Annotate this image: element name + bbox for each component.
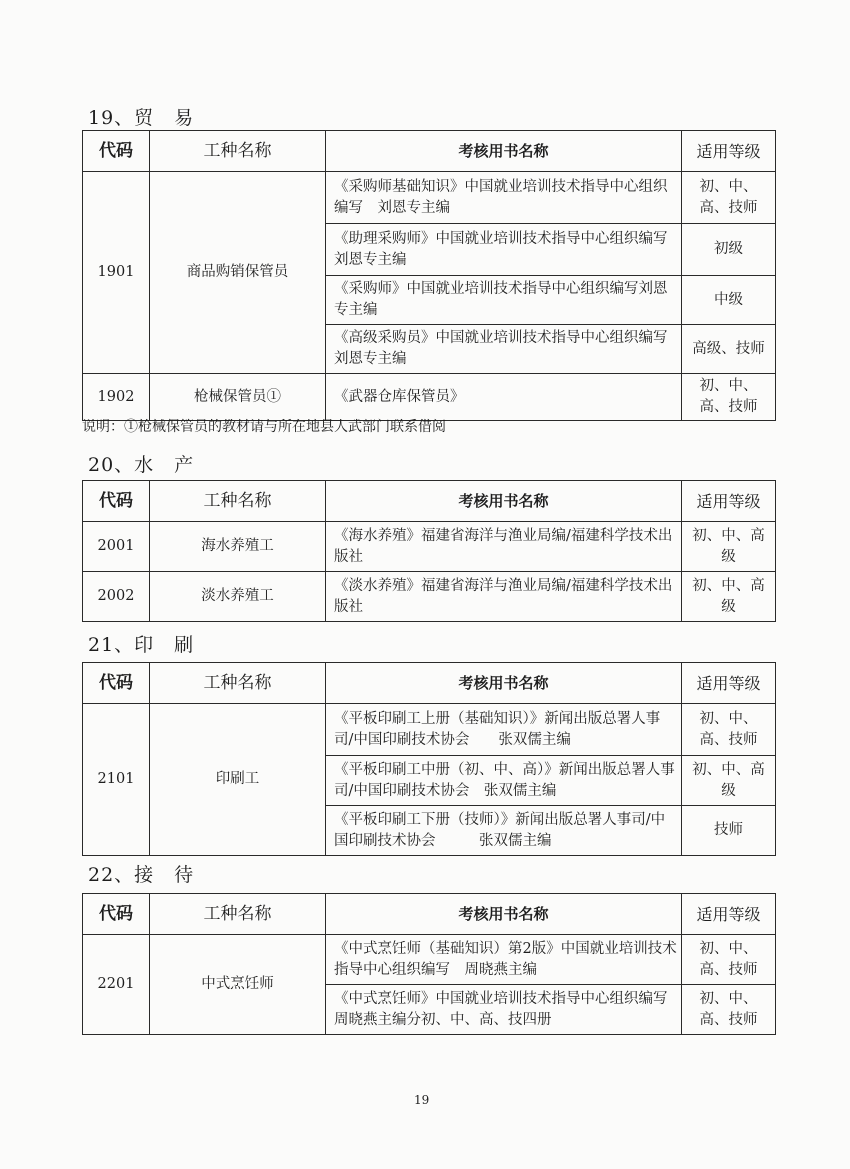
book-title: 《平板印刷工中册（初、中、高）》新闻出版总署人事司/中国印刷技术协会 张双儒主编 — [326, 756, 682, 806]
aquaculture-table — [82, 480, 776, 622]
table-row — [83, 704, 776, 756]
header-code: 代码 — [83, 894, 150, 935]
job-name: 海水养殖工 — [150, 522, 326, 572]
level: 初级 — [682, 224, 776, 276]
job-name: 枪械保管员① — [150, 374, 326, 421]
reception-table — [82, 893, 776, 1035]
printing-table — [82, 662, 776, 856]
job-code: 2101 — [83, 704, 150, 856]
section-title-trade: 19、贸 易 — [88, 107, 195, 129]
header-book: 考核用书名称 — [326, 894, 682, 935]
book-title: 《中式烹饪师（基础知识）第2版》中国就业培训技术指导中心组织编写 周晓燕主编 — [326, 935, 682, 985]
section-title-reception: 22、接 待 — [88, 864, 195, 886]
header-name: 工种名称 — [150, 131, 326, 172]
header-code: 代码 — [83, 481, 150, 522]
job-code: 1902 — [83, 374, 150, 421]
header-level: 适用等级 — [682, 663, 776, 704]
job-code: 2201 — [83, 935, 150, 1035]
header-name: 工种名称 — [150, 481, 326, 522]
page-number: 19 — [414, 1093, 430, 1107]
header-code: 代码 — [83, 663, 150, 704]
level: 初、中、高、技师 — [682, 985, 776, 1035]
level: 技师 — [682, 806, 776, 856]
table-row — [83, 935, 776, 985]
level: 初、中、高级 — [682, 522, 776, 572]
job-code: 1901 — [83, 172, 150, 374]
header-level: 适用等级 — [682, 894, 776, 935]
book-title: 《平板印刷工上册（基础知识）》新闻出版总署人事司/中国印刷技术协会 张双儒主编 — [326, 704, 682, 756]
book-title: 《高级采购员》中国就业培训技术指导中心组织编写 刘恩专主编 — [326, 325, 682, 374]
header-book: 考核用书名称 — [326, 481, 682, 522]
job-code: 2002 — [83, 572, 150, 622]
note: 说明：①枪械保管员的教材请与所在地县人武部门联系借阅 — [82, 419, 446, 435]
level: 初、中、高、技师 — [682, 935, 776, 985]
header-level: 适用等级 — [682, 481, 776, 522]
job-name: 商品购销保管员 — [150, 172, 326, 374]
book-title: 《平板印刷工下册（技师）》新闻出版总署人事司/中国印刷技术协会 张双儒主编 — [326, 806, 682, 856]
section-title-printing: 21、印 刷 — [88, 634, 195, 656]
table-header-row — [83, 894, 776, 935]
header-level: 适用等级 — [682, 131, 776, 172]
job-code: 2001 — [83, 522, 150, 572]
book-title: 《淡水养殖》福建省海洋与渔业局编/福建科学技术出版社 — [326, 572, 682, 622]
job-name: 印刷工 — [150, 704, 326, 856]
table-header-row — [83, 663, 776, 704]
table-row — [83, 522, 776, 572]
job-name: 淡水养殖工 — [150, 572, 326, 622]
book-title: 《采购师》中国就业培训技术指导中心组织编写刘恩专主编 — [326, 276, 682, 325]
level: 初、中、高、技师 — [682, 172, 776, 224]
table-header-row — [83, 131, 776, 172]
header-name: 工种名称 — [150, 663, 326, 704]
book-title: 《采购师基础知识》中国就业培训技术指导中心组织编写 刘恩专主编 — [326, 172, 682, 224]
header-book: 考核用书名称 — [326, 131, 682, 172]
table-row — [83, 374, 776, 421]
book-title: 《武器仓库保管员》 — [326, 374, 682, 421]
book-title: 《助理采购师》中国就业培训技术指导中心组织编写 刘恩专主编 — [326, 224, 682, 276]
table-header-row — [83, 481, 776, 522]
table-row — [83, 572, 776, 622]
level: 初、中、高、技师 — [682, 374, 776, 421]
book-title: 《海水养殖》福建省海洋与渔业局编/福建科学技术出版社 — [326, 522, 682, 572]
header-code: 代码 — [83, 131, 150, 172]
job-name: 中式烹饪师 — [150, 935, 326, 1035]
section-title-aquaculture: 20、水 产 — [88, 454, 195, 476]
trade-table — [82, 130, 776, 421]
book-title: 《中式烹饪师》中国就业培训技术指导中心组织编写 周晓燕主编分初、中、高、技四册 — [326, 985, 682, 1035]
level: 高级、技师 — [682, 325, 776, 374]
header-name: 工种名称 — [150, 894, 326, 935]
level: 中级 — [682, 276, 776, 325]
level: 初、中、高级 — [682, 572, 776, 622]
level: 初、中、高、技师 — [682, 704, 776, 756]
header-book: 考核用书名称 — [326, 663, 682, 704]
table-row — [83, 172, 776, 224]
level: 初、中、高级 — [682, 756, 776, 806]
